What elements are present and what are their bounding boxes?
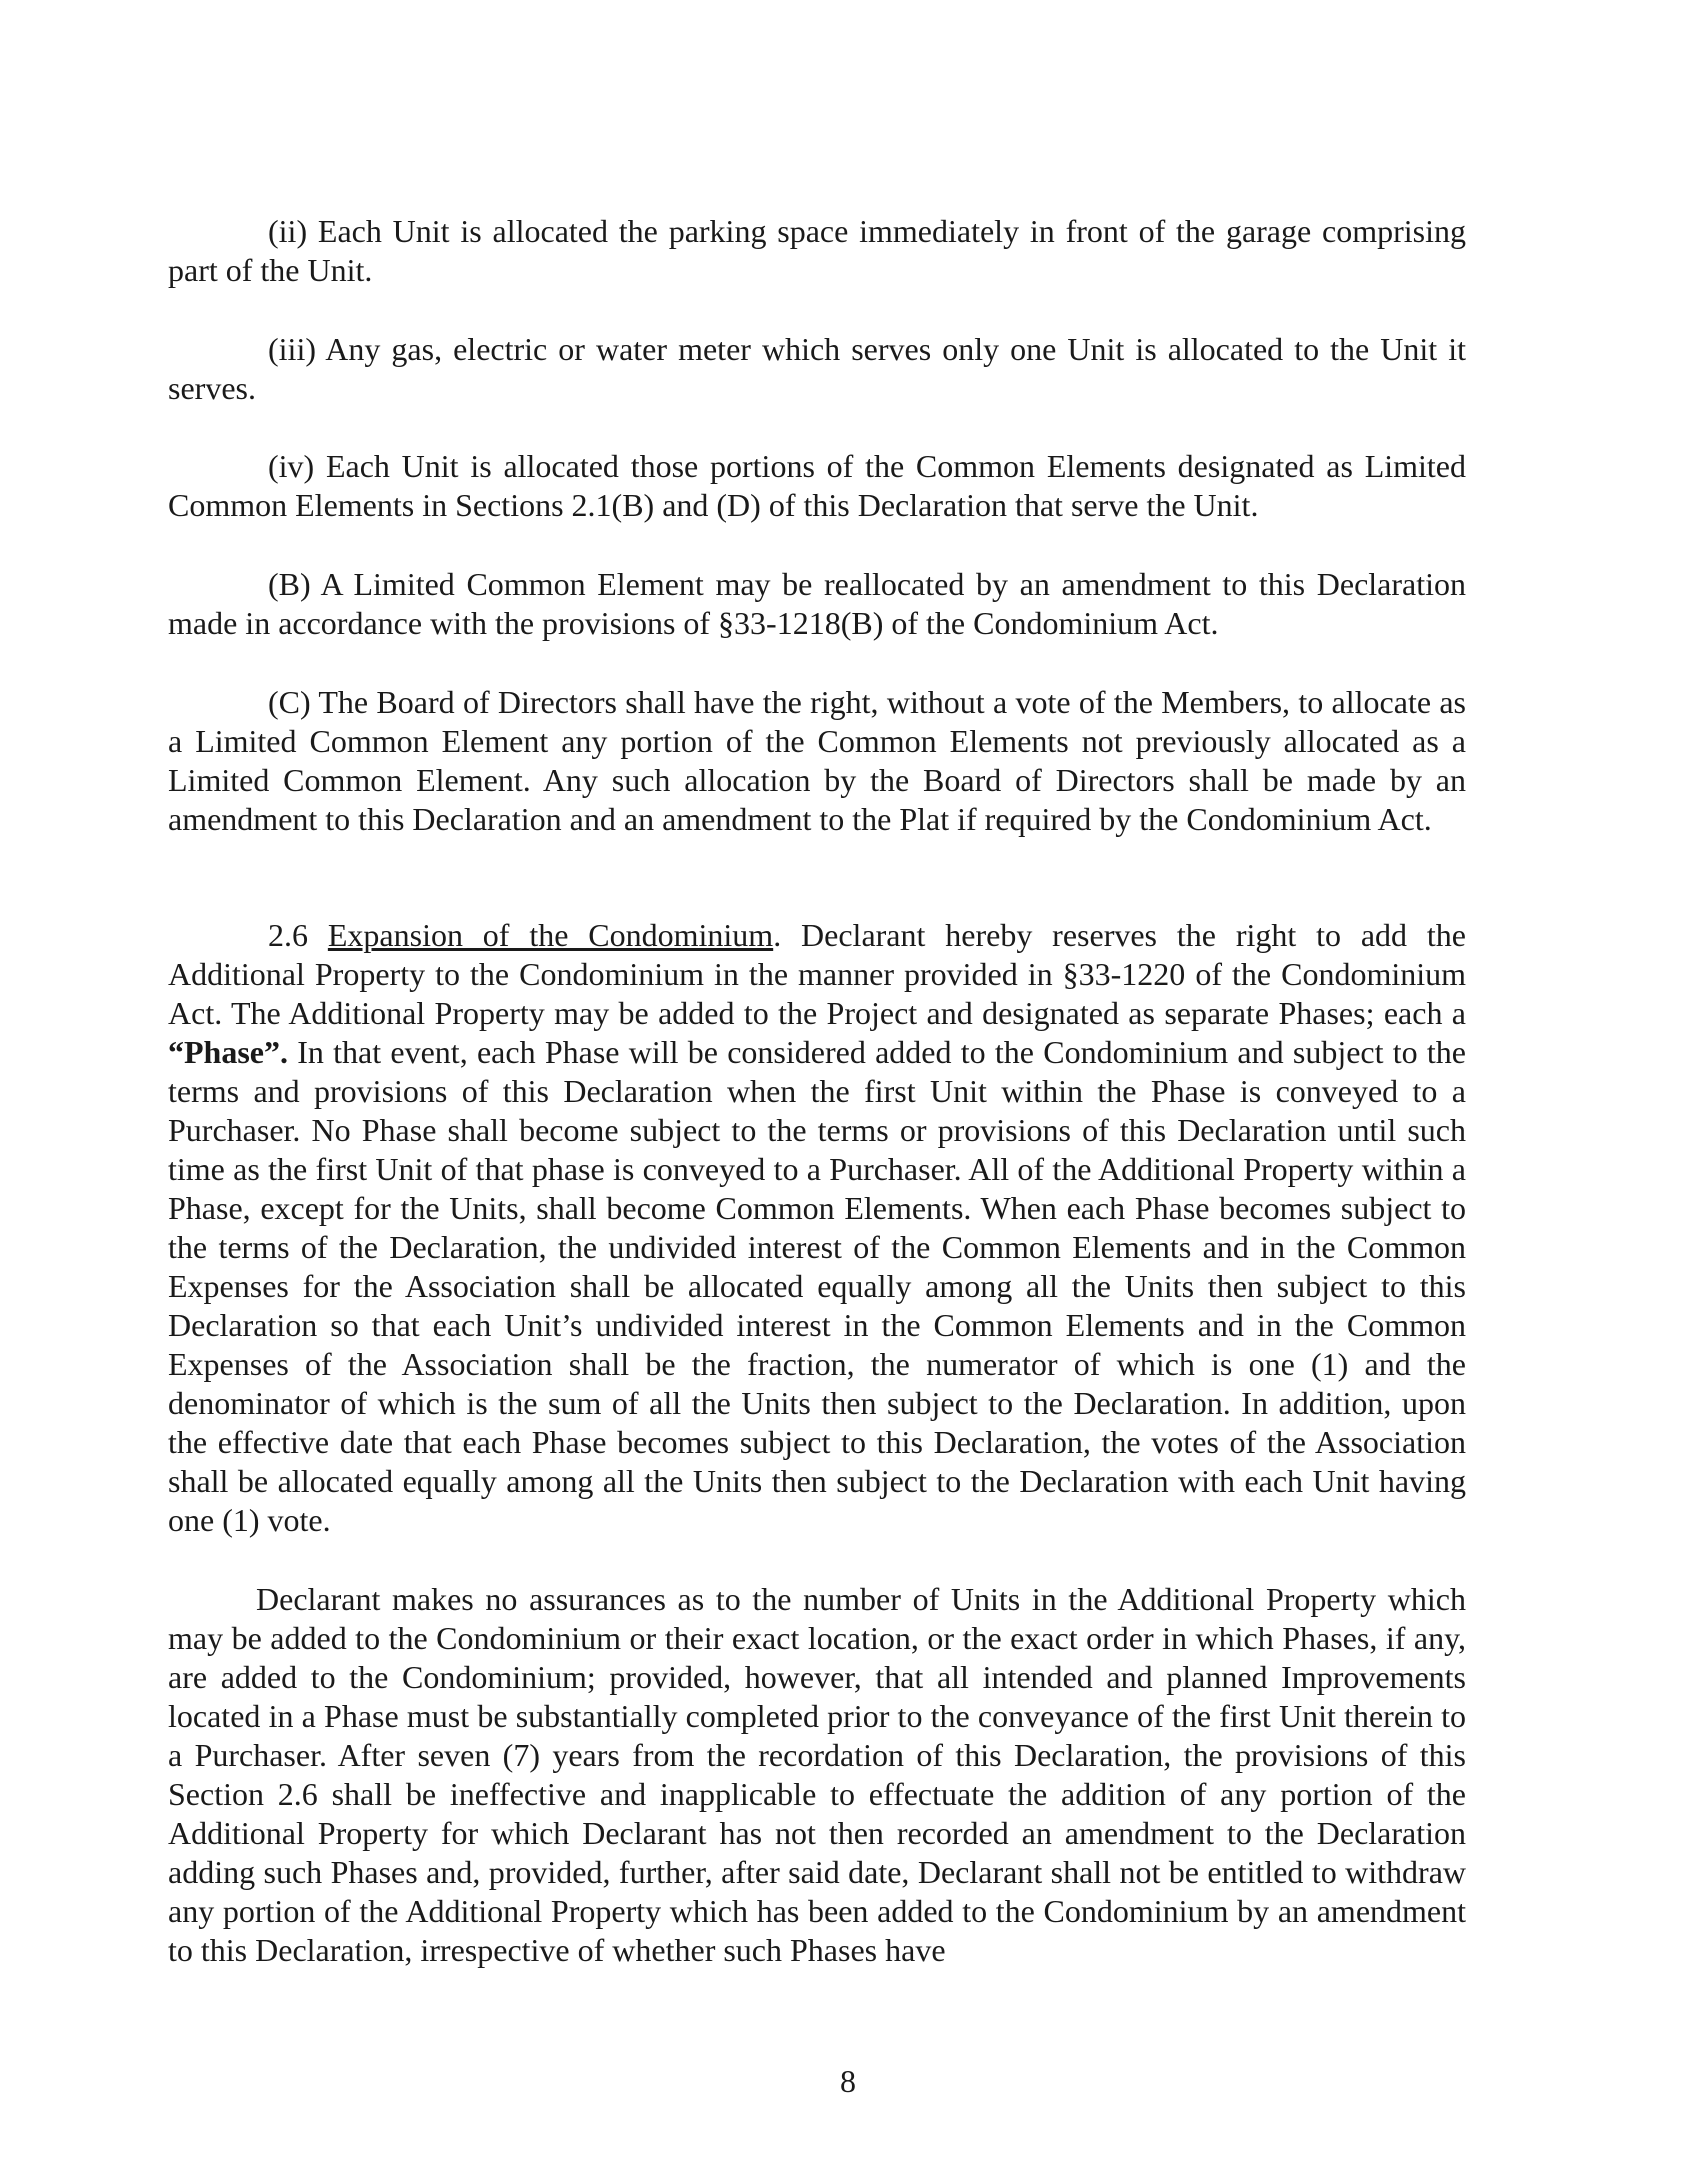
section-2-6 bbox=[168, 916, 1466, 1540]
paragraph-B: (B) A Limited Common Element may be reallocated by an amendment to this Declaration made in accordance with the provisions of §33-1218(B) of the Condominium Act. bbox=[168, 566, 1466, 641]
section-number: 2.6 bbox=[268, 917, 308, 953]
section-body-part1: . Declarant hereby reserves the right to add the Additional Property to the Condominium in the manner provided in §33-1220 of the Condominium Act. The Additional Property may be added to the Project and designated as separate Phases; each a bbox=[168, 917, 1467, 1031]
section-body-part2: In that event, each Phase will be considered added to the Condominium and subject to the terms and provisions of this Declaration when the first Unit within the Phase is conveyed to a Purchaser. No Phase shall become subject to the terms or provisions of this Declaration until such time as the first Unit of that phase is conveyed to a Purchaser. All of the Additional Property within a Phase, except for the Units, shall become Common Elements. When each Phase becomes subject to the terms of the Declaration, the undivided interest of the Common Elements and in the Common Expenses for the Association shall be allocated equally among all the Units then subject to this Declaration so that each Unit’s undivided interest in the Common Elements and in the Common Expenses of the Association shall be the fraction, the numerator of which is one (1) and the denominator of which is the sum of all the Units then subject to the Declaration. In addition, upon the effective date that each Phase becomes subject to this Declaration, the votes of the Association shall be allocated equally among all the Units then subject to the Declaration with each Unit having one (1) vote. bbox=[168, 1034, 1466, 1538]
paragraph-C: (C) The Board of Directors shall have the right, without a vote of the Members, to allocate as a Limited Common Element any portion of the Common Elements not previously allocated as a Limited Common Element. Any such allocation by the Board of Directors shall be made by an amendment to this Declaration and an amendment to the Plat if required by the Condominium Act. bbox=[168, 684, 1466, 837]
page-number: 8 bbox=[840, 2063, 856, 2099]
defined-term-phase: “Phase”. bbox=[168, 1034, 288, 1070]
paragraph-iv: (iv) Each Unit is allocated those portions of the Common Elements designated as Limited Common Elements in Sections 2.1(B) and (D) of this Declaration that serve the Unit. bbox=[168, 448, 1466, 523]
paragraph-declarant-assurances: Declarant makes no assurances as to the number of Units in the Additional Property which may be added to the Condominium or their exact location, or the exact order in which Phases, if any, are added to the Condominium; provided, however, that all intended and planned Improvements located in a Phase must be substantially completed prior to the conveyance of the first Unit therein to a Purchaser. After seven (7) years from the recordation of this Declaration, the provisions of this Section 2.6 shall be ineffective and inapplicable to effectuate the addition of any portion of the Additional Property for which Declarant has not then recorded an amendment to the Declaration adding such Phases and, provided, further, after said date, Declarant shall not be entitled to withdraw any portion of the Additional Property which has been added to the Condominium by an amendment to this Declaration, irrespective of whether such Phases have bbox=[168, 1581, 1466, 1968]
paragraph-iii: (iii) Any gas, electric or water meter which serves only one Unit is allocated to the Unit it serves. bbox=[168, 331, 1466, 406]
paragraph-ii: (ii) Each Unit is allocated the parking space immediately in front of the garage comprising part of the Unit. bbox=[168, 213, 1466, 288]
section-heading: Expansion of the Condominium bbox=[327, 917, 774, 953]
